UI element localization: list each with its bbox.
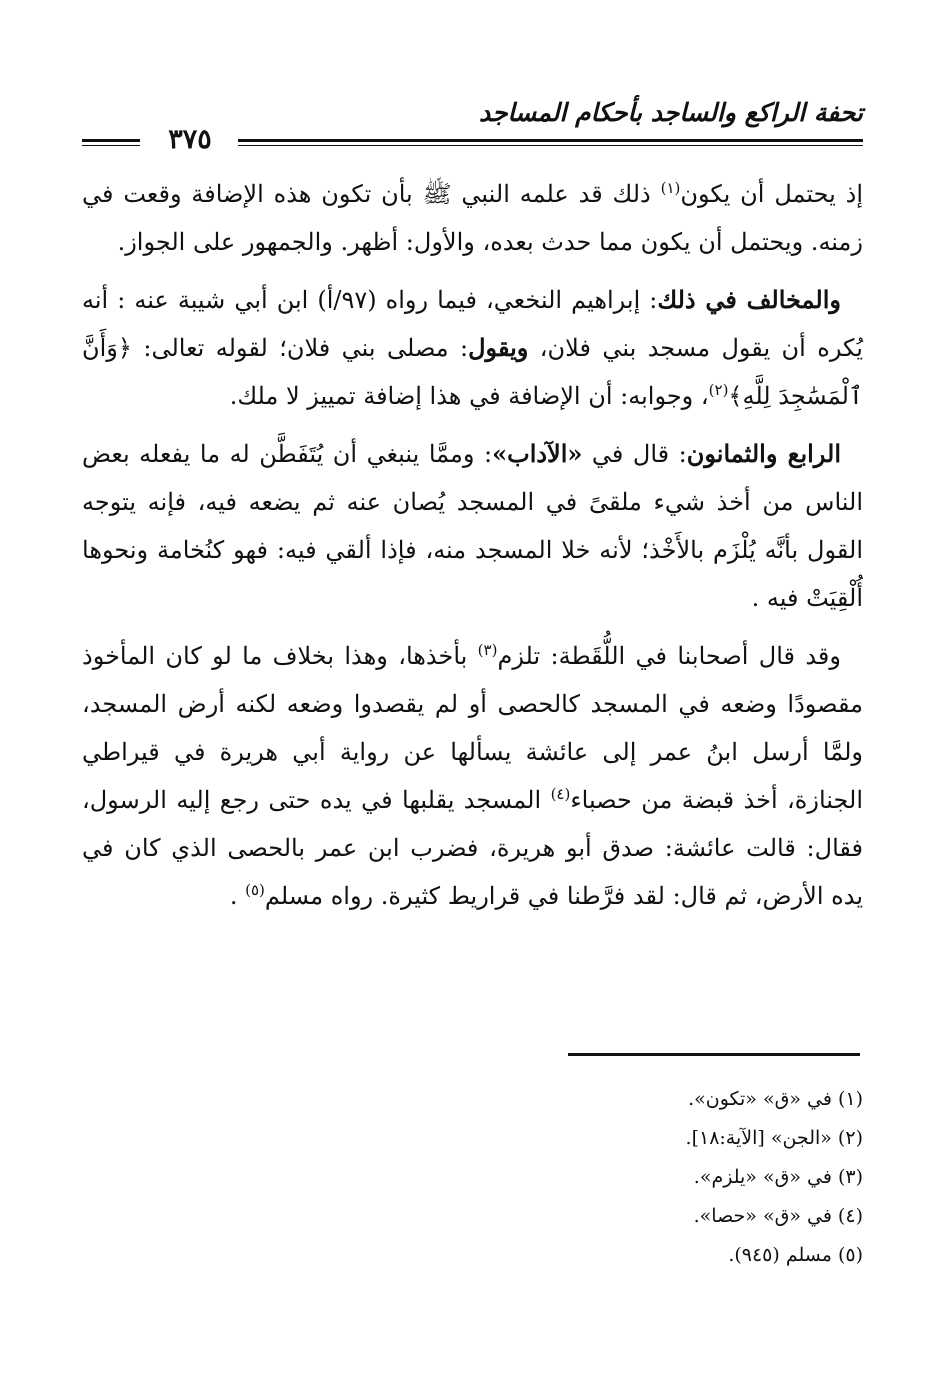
paragraph-3 [82,430,863,622]
book-title: «الآداب» [492,439,583,468]
footnote-5: (٥) مسلم (٩٤٥). [728,1244,863,1266]
bold-term: ويقول [468,333,529,362]
paragraph-2 [82,276,863,420]
body-text [82,170,863,930]
paragraph-text: : مصلى بني فلان؛ لقوله تعالى: ﴿وَأَنَّ ٱلْمَسَٰجِدَ لِلَّهِ﴾ [82,334,863,410]
footnote-ref-5: (٥) [245,881,265,899]
footnote-2: (٢) «الجن» [الآية:١٨]. [685,1127,863,1149]
paragraph-text: ذلك قد علمه النبي ﷺ بأن تكون هذه الإضافة وقعت في زمنه. ويحتمل أن يكون مما حدث بعده، والأول: أظهر. والجمهور على الجواز. [82,180,863,256]
header-rule [238,139,863,146]
footnote-1: (١) في «ق» «تكون». [688,1088,863,1110]
footnotes [363,1080,863,1275]
footnote-ref-4: (٤) [550,785,571,803]
running-title: تحفة الراكع والساجد بأحكام المساجد [478,98,863,127]
paragraph-text: : قال في [582,440,687,468]
footnote-ref-3: (٣) [477,641,498,659]
paragraph-heading: الرابع والثمانون [686,439,842,468]
footnote-4: (٤) في «ق» «حصا». [693,1205,863,1227]
paragraph-4 [82,632,863,920]
paragraph-text: ، وجوابه: أن الإضافة في هذا إضافة تمييز لا ملك. [229,382,709,410]
footnote-ref-2: (٢) [708,381,729,399]
paragraph-text: بأخذها، وهذا بخلاف ما لو كان المأخوذ مقصودًا وضعه في المسجد كالحصى أو لم يقصدوا وضعه لكنه أرض المسجد، ولمَّا أرسل ابنُ عمر إلى عائشة يسألها عن رواية أبي هريرة في قيراطي الجنازة، أخذ قبضة من حصباء [82,642,863,814]
paragraph-text: : وممَّا ينبغي أن يُتَفَطَّن له ما يفعله بعض الناس من أخذ شيء ملقىً في المسجد يُصان عنه ثم يضعه فيه، فإنه يتوجه القول بأنَّه يُلْزَم بالأَخْذ؛ لأنه خلا المسجد منه، فإذا ألقي فيه: فهو كنُخامة ونحوها أُلْقِيَتْ فيه . [82,440,863,612]
footnote-ref-1: (١) [660,179,681,197]
page-number: ٣٧٥ [168,124,212,155]
paragraph-heading: والمخالف في ذلك [657,285,841,314]
footnote-3: (٣) في «ق» «يلزم». [693,1166,863,1188]
paragraph-text: وقد قال أصحابنا في اللُّقَطة: تلزم [497,642,841,670]
header-rule-short [82,139,140,146]
paragraph-1 [82,170,863,266]
paragraph-text: . [229,882,246,910]
paragraph-text: إذ يحتمل أن يكون [680,180,863,208]
paragraph-text: : إبراهيم النخعي، فيما رواه (٩٧/أ) ابن أبي شيبة عنه : أنه يُكره أن يقول مسجد بني فلان، [82,286,863,362]
footnote-separator [568,1053,860,1056]
paragraph-text: المسجد يقلبها في يده حتى رجع إليه الرسول، فقال: قالت عائشة: صدق أبو هريرة، فضرب ابن عمر بالحصى الذي كان في يده الأرض، ثم قال: لقد فرَّطنا في قراريط كثيرة. رواه مسلم [82,786,863,910]
